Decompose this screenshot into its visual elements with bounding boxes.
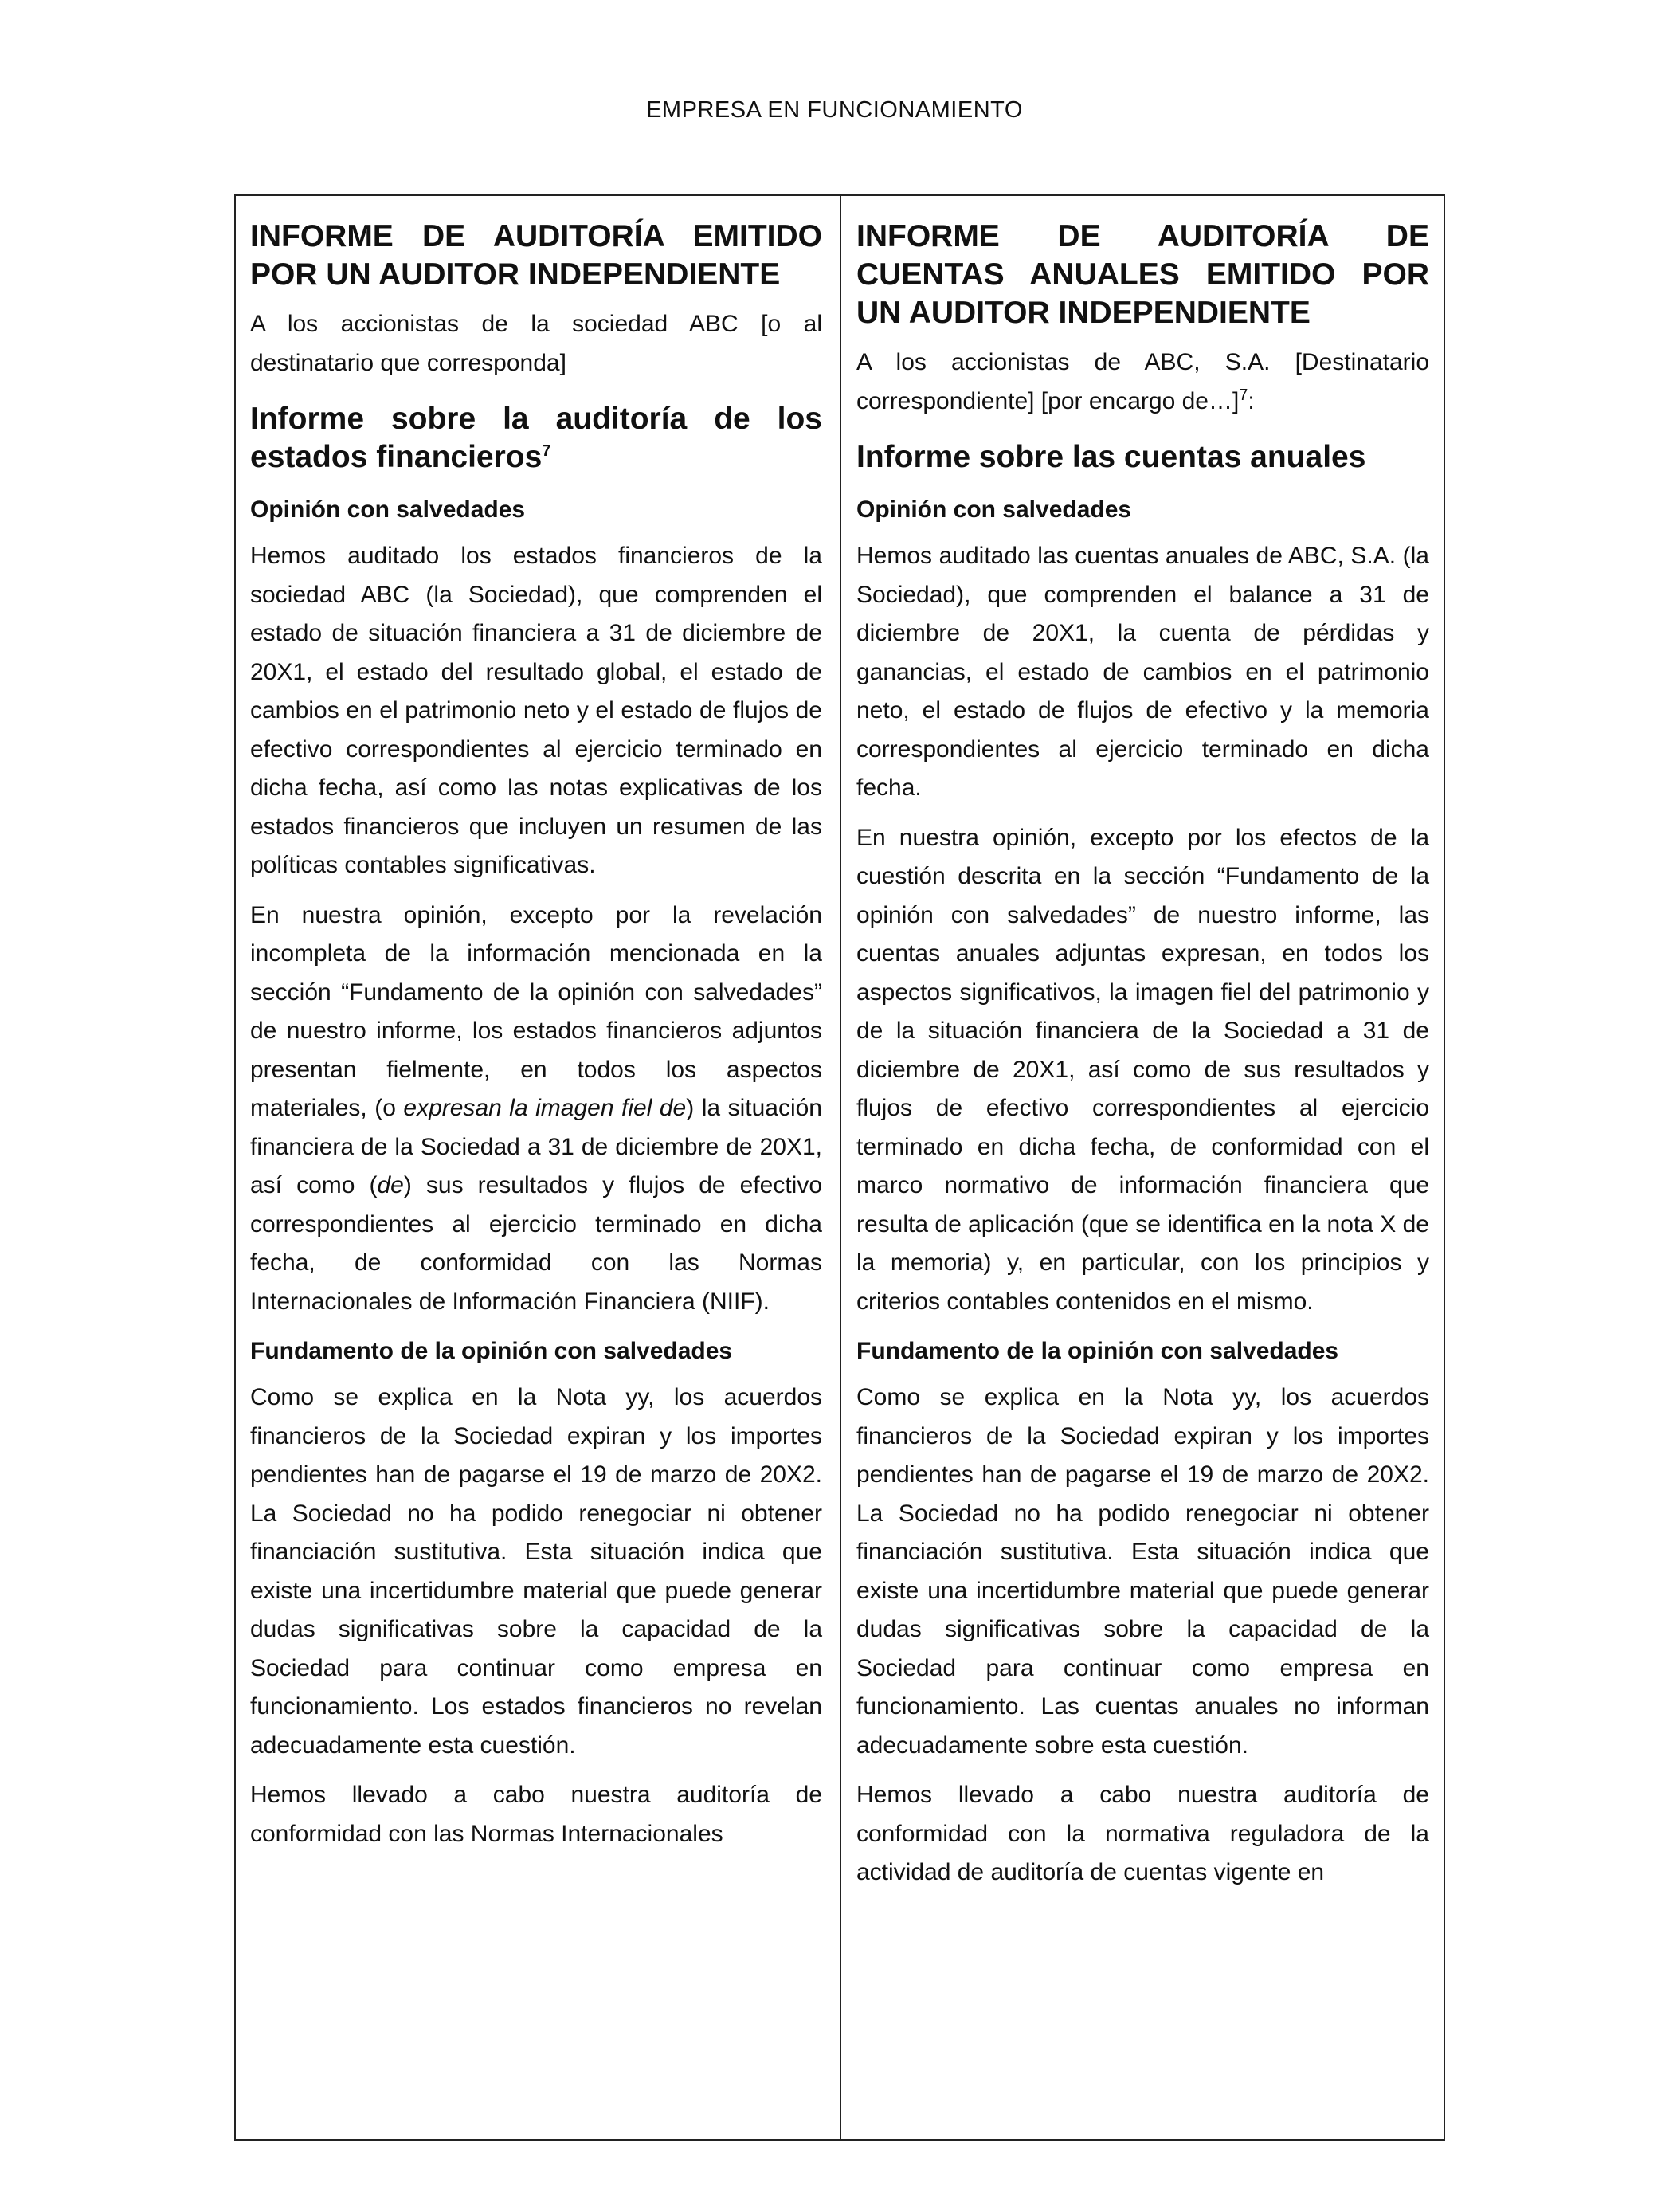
right-report-title: INFORME DE AUDITORÍA DE CUENTAS ANUALES EMITIDO POR UN AUDITOR INDEPENDIENTE	[856, 219, 1429, 330]
left-footnote-ref: 7	[542, 442, 551, 460]
right-footnote-ref: 7	[1239, 386, 1248, 404]
left-paragraph-1: Hemos auditado los estados financieros de la sociedad ABC (la Sociedad), que comprenden el estado de situación financiera a 31 de diciembre de 20X1, el estado del resultado global, el estado de cambios en el patrimonio neto y el estado de flujos de efectivo correspondientes al ejercicio terminado en dicha fecha, así como las notas explicativas de los estados financieros que incluyen un resumen de las políticas contables significativas.	[250, 543, 822, 878]
right-column	[840, 196, 1444, 2139]
right-addressee-text: A los accionistas de ABC, S.A. [Destinatario correspondiente] [por encargo de…]	[856, 349, 1429, 414]
left-p2-text-c: ) sus resultados y flujos de efectivo correspondientes al ejercicio terminado en dicha fecha, de conformidad con las Normas Internacionales de Información Financiera (NIIF).	[250, 1172, 822, 1315]
left-opinion-heading: Opinión con salvedades	[250, 496, 526, 523]
left-section-title-text: Informe sobre la auditoría de los estados financieros	[250, 402, 822, 474]
left-paragraph-4: Hemos llevado a cabo nuestra auditoría de conformidad con las Normas Internacionales	[250, 1782, 822, 1847]
left-report-title: INFORME DE AUDITORÍA EMITIDO POR UN AUDITOR INDEPENDIENTE	[250, 219, 822, 292]
right-paragraph-2: En nuestra opinión, excepto por los efectos de la cuestión descrita en la sección “Fundamento de la opinión con salvedades” de nuestro informe, las cuentas anuales adjuntas expresan, en todos los aspectos significativos, la imagen fiel del patrimonio y de la situación financiera de la Sociedad a 31 de diciembre de 20X1, así como de sus resultados y flujos de efectivo correspondientes al ejercicio terminado en dicha fecha, de conformidad con el marco normativo de información financiera que resulta de aplicación (que se identifica en la nota X de la memoria) y, en particular, con los principios y criterios contables contenidos en el mismo.	[856, 824, 1429, 1315]
right-paragraph-3: Como se explica en la Nota yy, los acuerdos financieros de la Sociedad expiran y los importes pendientes han de pagarse el 19 de marzo de 20X2. La Sociedad no ha podido renegociar ni obtener financiación sustitutiva. Esta situación indica que existe una incertidumbre material que puede generar dudas significativas sobre la capacidad de la Sociedad para continuar como empresa en funcionamiento. Las cuentas anuales no informan adecuadamente sobre esta cuestión.	[856, 1384, 1429, 1759]
left-p2-italic-2: de	[377, 1172, 404, 1198]
left-section-title	[250, 400, 822, 477]
left-p2-italic-1: expresan la imagen fiel de	[403, 1095, 687, 1121]
left-paragraph-3: Como se explica en la Nota yy, los acuerdos financieros de la Sociedad expiran y los importes pendientes han de pagarse el 19 de marzo de 20X2. La Sociedad no ha podido renegociar ni obtener financiación sustitutiva. Esta situación indica que existe una incertidumbre material que puede generar dudas significativas sobre la capacidad de la Sociedad para continuar como empresa en funcionamiento. Los estados financieros no revelan adecuadamente esta cuestión.	[250, 1384, 822, 1759]
left-p2-text-b: ) la situación financiera de la Sociedad a 31 de diciembre de 20X1, así como (	[250, 1095, 822, 1198]
right-section-title: Informe sobre las cuentas anuales	[856, 440, 1366, 474]
left-basis-heading: Fundamento de la opinión con salvedades	[250, 1338, 733, 1364]
comparison-table	[234, 194, 1445, 2141]
right-paragraph-1: Hemos auditado las cuentas anuales de ABC, S.A. (la Sociedad), que comprenden el balance a 31 de diciembre de 20X1, la cuenta de pérdidas y ganancias, el estado de cambios en el patrimonio neto, el estado de flujos de efectivo y la memoria correspondientes al ejercicio terminado en dicha fecha.	[856, 543, 1429, 801]
right-addressee-colon: :	[1248, 387, 1255, 414]
left-paragraph-2	[250, 896, 822, 1322]
right-paragraph-4: Hemos llevado a cabo nuestra auditoría de conformidad con la normativa reguladora de la actividad de auditoría de cuentas vigente en	[856, 1782, 1429, 1885]
right-opinion-heading: Opinión con salvedades	[856, 496, 1132, 523]
left-p2-text-a: En nuestra opinión, excepto por la revelación incompleta de la información mencionada en la sección “Fundamento de la opinión con salvedades” de nuestro informe, los estados financieros adjuntos presentan fielmente, en todos los aspectos materiales, (o	[250, 901, 822, 1121]
left-addressee: A los accionistas de la sociedad ABC [o al destinatario que corresponda]	[250, 311, 822, 376]
right-addressee	[856, 343, 1429, 421]
right-basis-heading: Fundamento de la opinión con salvedades	[856, 1338, 1339, 1364]
page-header: EMPRESA EN FUNCIONAMIENTO	[646, 97, 1023, 123]
left-column	[236, 196, 840, 2139]
